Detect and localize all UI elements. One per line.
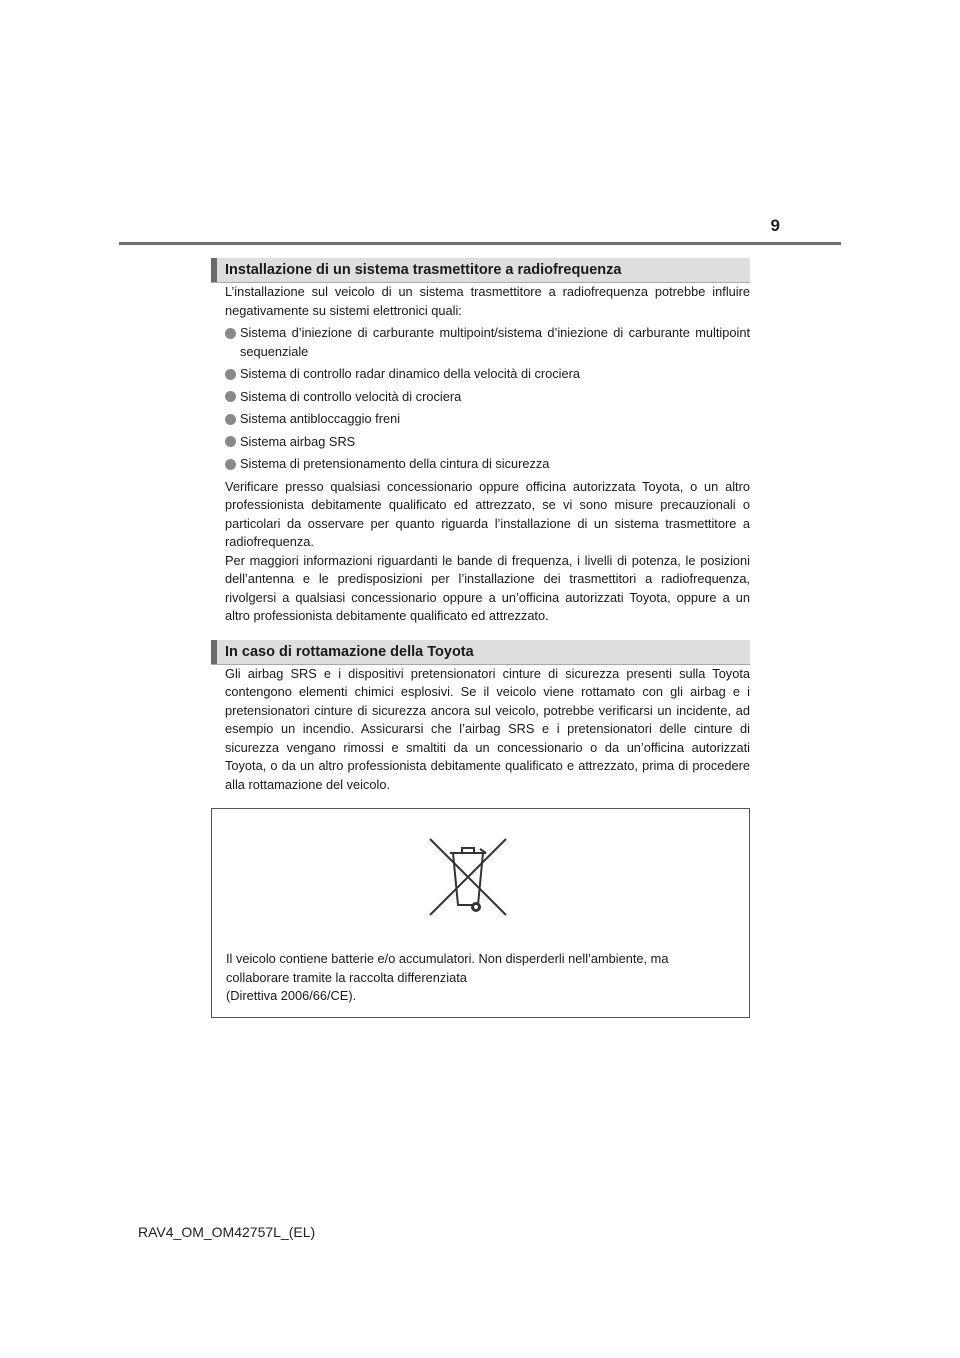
section-header-bar — [211, 258, 217, 282]
section-header-radio — [211, 258, 750, 283]
crossed-out-wheelie-bin-icon — [426, 835, 510, 919]
list-item: Sistema d’iniezione di carburante multipoint/sistema d’iniezione di carburante multipoint sequenziale — [225, 324, 750, 361]
page-content — [211, 258, 750, 1018]
list-item: Sistema airbag SRS — [225, 433, 750, 452]
section-header-scrapping — [211, 640, 750, 665]
intro-paragraph: L’installazione sul veicolo di un sistema trasmettitore a radiofrequenza potrebbe influire negativamente su sistemi elettronici quali: — [225, 284, 750, 318]
paragraph: Verificare presso qualsiasi concessionario oppure officina autorizzata Toyota, o un altro professionista debitamente qualificato ed attrezzato, se vi sono misure precauzionali o particolari da osservare per quanto riguarda l’installazione di un sistema trasmettitore a radiofrequenza. — [225, 478, 750, 549]
bullet-dot-icon — [225, 436, 236, 447]
bullet-dot-icon — [225, 369, 236, 380]
bullet-dot-icon — [225, 391, 236, 402]
section-header-bar — [211, 640, 217, 664]
bullet-list — [225, 324, 750, 474]
bullet-dot-icon — [225, 459, 236, 470]
header-rule — [119, 242, 841, 245]
page-number: 9 — [770, 216, 780, 235]
section-body-radio — [211, 283, 750, 626]
list-item: Sistema antibloccaggio freni — [225, 410, 750, 429]
section-title: Installazione di un sistema trasmettitore a radiofrequenza — [225, 262, 622, 278]
section-title: In caso di rottamazione della Toyota — [225, 643, 474, 660]
list-item: Sistema di controllo velocità di crociera — [225, 388, 750, 407]
battery-disposal-box — [211, 808, 750, 1018]
battery-disposal-text: Il veicolo contiene batterie e/o accumulatori. Non disperderli nell’ambiente, ma collaborare tramite la raccolta differenziata (Direttiva 2006/66/CE). — [226, 951, 669, 1003]
footer-code: RAV4_OM_OM42757L_(EL) — [138, 1224, 316, 1240]
list-item: Sistema di pretensionamento della cintura di sicurezza — [225, 455, 750, 474]
paragraph: Gli airbag SRS e i dispositivi pretensionatori cinture di sicurezza presenti sulla Toyota contengono elementi chimici esplosivi. Se il veicolo viene rottamato con gli airbag e i pretensionatori cinture di sicurezza ancora sul veicolo, potrebbe verificarsi un incidente, ad esempio un incendio. Assicurarsi che l’airbag SRS e i pretensionatori delle cinture di sicurezza vengano rimossi e smaltiti da un concessionario o da un’officina autorizzati Toyota, o da un altro professionista debitamente qualificato e attrezzato, prima di procedere alla rottamazione del veicolo. — [225, 665, 750, 792]
list-item: Sistema di controllo radar dinamico della velocità di crociera — [225, 365, 750, 384]
bullet-dot-icon — [225, 328, 236, 339]
paragraph: Per maggiori informazioni riguardanti le bande di frequenza, i livelli di potenza, le posizioni dell’antenna e le predisposizioni per l’installazione dei trasmettitori a radiofrequenza, rivolgersi a qualsiasi concessionario oppure a un’officina autorizzati Toyota, oppure a un altro professionista debitamente qualificato ed attrezzato. — [225, 552, 750, 623]
section-body-scrapping — [211, 665, 750, 795]
bullet-dot-icon — [225, 414, 236, 425]
